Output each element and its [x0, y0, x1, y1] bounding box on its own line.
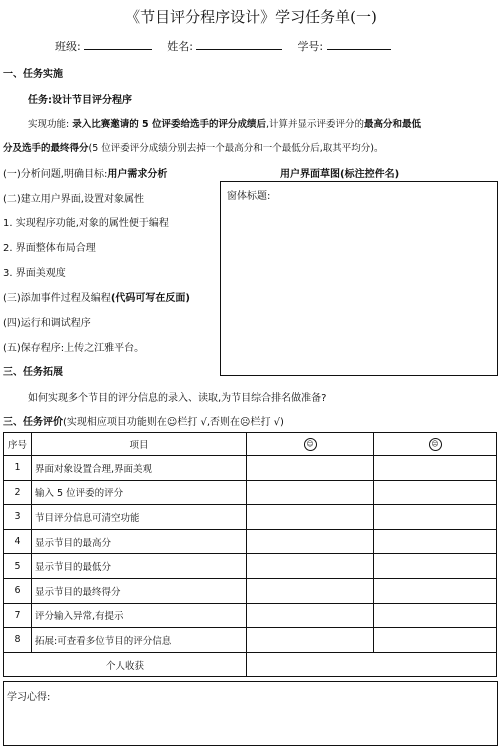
- table-row: [4, 529, 497, 554]
- neutral-check-cell[interactable]: [374, 529, 497, 554]
- col-header-item: 项目: [32, 433, 247, 456]
- row-item: 输入 5 位评委的评分: [32, 480, 247, 505]
- table-row: [4, 578, 497, 603]
- reflection-label: 学习心得:: [7, 692, 51, 703]
- step-1: [3, 165, 167, 180]
- ui-sketch-box[interactable]: [220, 181, 498, 376]
- row-num: 4: [4, 529, 32, 554]
- row-item: 界面对象设置合理,界面美观: [32, 456, 247, 481]
- evaluation-heading-line: [3, 413, 284, 428]
- neutral-check-cell[interactable]: [374, 505, 497, 530]
- row-item: 显示节目的最低分: [32, 554, 247, 579]
- happy-check-cell[interactable]: [247, 578, 374, 603]
- step-4: (四)运行和调试程序: [3, 318, 91, 329]
- table-row: [4, 480, 497, 505]
- row-num: 5: [4, 554, 32, 579]
- neutral-check-cell[interactable]: [374, 578, 497, 603]
- evaluation-note: (实现相应项目功能则在☺栏打 √,否则在☹栏打 √): [63, 417, 284, 428]
- id-blank[interactable]: [327, 39, 391, 50]
- feature-line2-rest: (5 位评委评分成绩分别去掉一个最高分和一个最低分后,取其平均分)。: [88, 143, 384, 154]
- row-num: 7: [4, 603, 32, 628]
- happy-check-cell[interactable]: [247, 603, 374, 628]
- neutral-check-cell[interactable]: [374, 603, 497, 628]
- neutral-check-cell[interactable]: [374, 456, 497, 481]
- window-title-label: 窗体标题:: [227, 191, 271, 202]
- name-label: 姓名:: [167, 40, 193, 53]
- step-1-text: (一)分析问题,明确目标:: [3, 169, 108, 180]
- feature-mid: ,计算并显示评委评分的: [265, 119, 364, 130]
- neutral-face-icon: ☹: [429, 438, 442, 451]
- neutral-check-cell[interactable]: [374, 628, 497, 653]
- step-2-sub-1: 1. 实现程序功能,对象的属性便于编程: [3, 218, 169, 229]
- happy-check-cell[interactable]: [247, 456, 374, 481]
- personal-gain-label: 个人收获: [4, 652, 247, 677]
- section1-heading: 一、任务实施: [3, 69, 63, 80]
- page-title: 《节目评分程序设计》学习任务单(一): [125, 8, 377, 26]
- step-5: (五)保存程序:上传之江雅平台。: [3, 343, 145, 354]
- step-3-bold: (代码可写在反面): [110, 293, 190, 304]
- row-num: 8: [4, 628, 32, 653]
- row-item: 显示节目的最高分: [32, 529, 247, 554]
- row-num: 3: [4, 505, 32, 530]
- happy-check-cell[interactable]: [247, 529, 374, 554]
- feature-line-1: [28, 116, 421, 130]
- table-row: [4, 554, 497, 579]
- reflection-box[interactable]: [3, 681, 498, 746]
- task-title: 任务:设计节目评分程序: [28, 95, 132, 106]
- smile-face-icon: ☺: [304, 438, 317, 451]
- feature-label: 实现功能:: [28, 119, 70, 130]
- happy-check-cell[interactable]: [247, 505, 374, 530]
- col-header-neutral: [374, 433, 497, 456]
- col-header-happy: [247, 433, 374, 456]
- table-row: [4, 505, 497, 530]
- neutral-check-cell[interactable]: [374, 480, 497, 505]
- table-footer-row: [4, 652, 497, 677]
- table-row: [4, 628, 497, 653]
- table-row: [4, 456, 497, 481]
- evaluation-table: [3, 432, 497, 677]
- class-label: 班级:: [55, 40, 81, 53]
- section3a-heading: 三、任务拓展: [3, 367, 63, 378]
- table-row: [4, 603, 497, 628]
- feature-line-2: [3, 140, 384, 154]
- step-3: [3, 289, 190, 304]
- col-header-num: 序号: [4, 433, 32, 456]
- row-num: 2: [4, 480, 32, 505]
- row-item: 节目评分信息可清空功能: [32, 505, 247, 530]
- id-label: 学号:: [297, 40, 324, 53]
- happy-check-cell[interactable]: [247, 628, 374, 653]
- student-info: [55, 38, 391, 54]
- row-num: 1: [4, 456, 32, 481]
- step-3-text: (三)添加事件过程及编程: [3, 293, 111, 304]
- row-item: 拓展:可查看多位节目的评分信息: [32, 628, 247, 653]
- expansion-question: 如何实现多个节目的评分信息的录入、读取,为节目综合排名做准备?: [28, 393, 327, 404]
- row-item: 评分输入异常,有提示: [32, 603, 247, 628]
- neutral-check-cell[interactable]: [374, 554, 497, 579]
- class-blank[interactable]: [84, 39, 152, 50]
- name-blank[interactable]: [196, 39, 282, 50]
- happy-check-cell[interactable]: [247, 480, 374, 505]
- step-1-bold: 用户需求分析: [107, 169, 168, 180]
- step-2-sub-3: 3. 界面美观度: [3, 268, 66, 279]
- feature-bold-2: 最高分和最低: [364, 119, 422, 130]
- personal-gain-cell[interactable]: [247, 652, 497, 677]
- feature-bold-1: 录入比赛邀请的 5 位评委给选手的评分成绩后: [72, 119, 266, 130]
- row-num: 6: [4, 578, 32, 603]
- feature-line2-bold: 分及选手的最终得分: [3, 143, 89, 154]
- table-header-row: [4, 433, 497, 456]
- sketch-heading: 用户界面草图(标注控件名): [280, 169, 400, 180]
- step-2: (二)建立用户界面,设置对象属性: [3, 194, 144, 205]
- step-2-sub-2: 2. 界面整体布局合理: [3, 243, 96, 254]
- section3b-heading: 三、任务评价: [3, 417, 63, 428]
- row-item: 显示节目的最终得分: [32, 578, 247, 603]
- happy-check-cell[interactable]: [247, 554, 374, 579]
